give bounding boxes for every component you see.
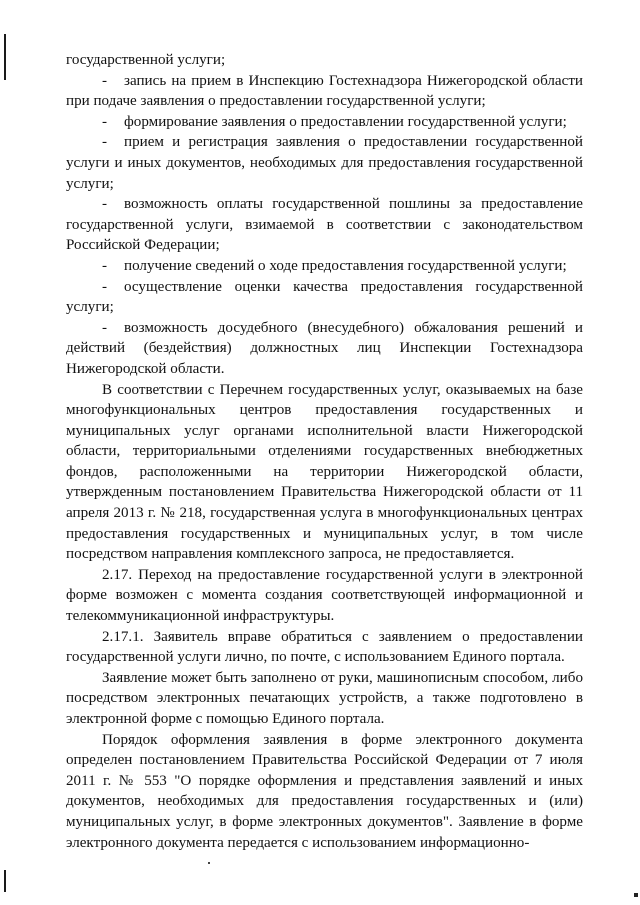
- scan-speck: [634, 893, 638, 897]
- list-marker: -: [102, 319, 108, 336]
- paragraph: государственной услуги;: [66, 52, 226, 68]
- list-item: [66, 132, 583, 194]
- list-marker: -: [102, 196, 108, 213]
- list-item-text: прием и регистрация заявления о предоставлении государственной услуги и иных документов, необходимых для предоставления государственной услуги;: [66, 134, 583, 192]
- list-item: [66, 256, 583, 277]
- list-item-text: формирование заявления о предоставлении государственной услуги;: [124, 113, 567, 130]
- list-item: [66, 112, 583, 133]
- paragraph: 2.17.1. Заявитель вправе обратиться с заявлением о предоставлении государственной услуги лично, по почте, с использованием Единого портала.: [66, 628, 583, 666]
- list-marker: -: [102, 72, 108, 89]
- list-item-text: возможность досудебного (внесудебного) обжалования решений и действий (бездействия) должностных лиц Инспекции Гостехнадзора Нижегородской области.: [66, 319, 583, 377]
- list-item-text: осуществление оценки качества предоставления государственной услуги;: [66, 278, 583, 316]
- list-item: [66, 194, 583, 256]
- list-item: [66, 277, 583, 318]
- list-item-text: получение сведений о ходе предоставления государственной услуги;: [124, 257, 567, 274]
- list-item-text: возможность оплаты государственной пошлины за предоставление государственной услуги, взимаемой в соответствии с законодательством Российской Федерации;: [66, 196, 583, 254]
- paragraph: Заявление может быть заполнено от руки, машинописным способом, либо посредством электронных печатающих устройств, а также подготовлено в электронной форме с помощью Единого портала.: [66, 669, 583, 727]
- list-marker: -: [102, 257, 108, 274]
- list-marker: -: [102, 134, 108, 151]
- paragraph: В соответствии с Перечнем государственных услуг, оказываемых на базе многофункциональных центров предоставления государственных и муниципальных услуг органами исполнительной власти Нижегородской области, территориальными отделениями государственных внебюджетных фондов, расположенными на территории Нижегородской области, утвержденным постановлением Правительства Нижегородской области от 11 апреля 2013 г. № 218, государственная услуга в многофункциональных центрах предоставления государственных и муниципальных услуг, в том числе посредством направления комплексного запроса, не предоставляется.: [66, 381, 583, 563]
- scan-speck: [208, 862, 210, 864]
- document-body: [66, 50, 583, 853]
- scan-edge-mark: [4, 870, 6, 892]
- paragraph: 2.17. Переход на предоставление государственной услуги в электронной форме возможен с момента создания соответствующей информационной и телекоммуникационной инфраструктуры.: [66, 566, 583, 625]
- list-item-text: запись на прием в Инспекцию Гостехнадзора Нижегородской области при подаче заявления о предоставлении государственной услуги;: [66, 72, 583, 110]
- list-marker: -: [102, 113, 108, 130]
- list-item: [66, 71, 583, 112]
- list-item: [66, 318, 583, 380]
- list-marker: -: [102, 278, 108, 295]
- scan-edge-mark: [4, 34, 6, 80]
- paragraph: Порядок оформления заявления в форме электронного документа определен постановлением Правительства Российской Федерации от 7 июля 2011 г. № 553 "О порядке оформления и представления заявлений и иных документов, необходимых для предоставления государственных и (или) муниципальных услуг, в форме электронных документов". Заявление в форме электронного документа передается с использованием информационно-: [66, 731, 583, 851]
